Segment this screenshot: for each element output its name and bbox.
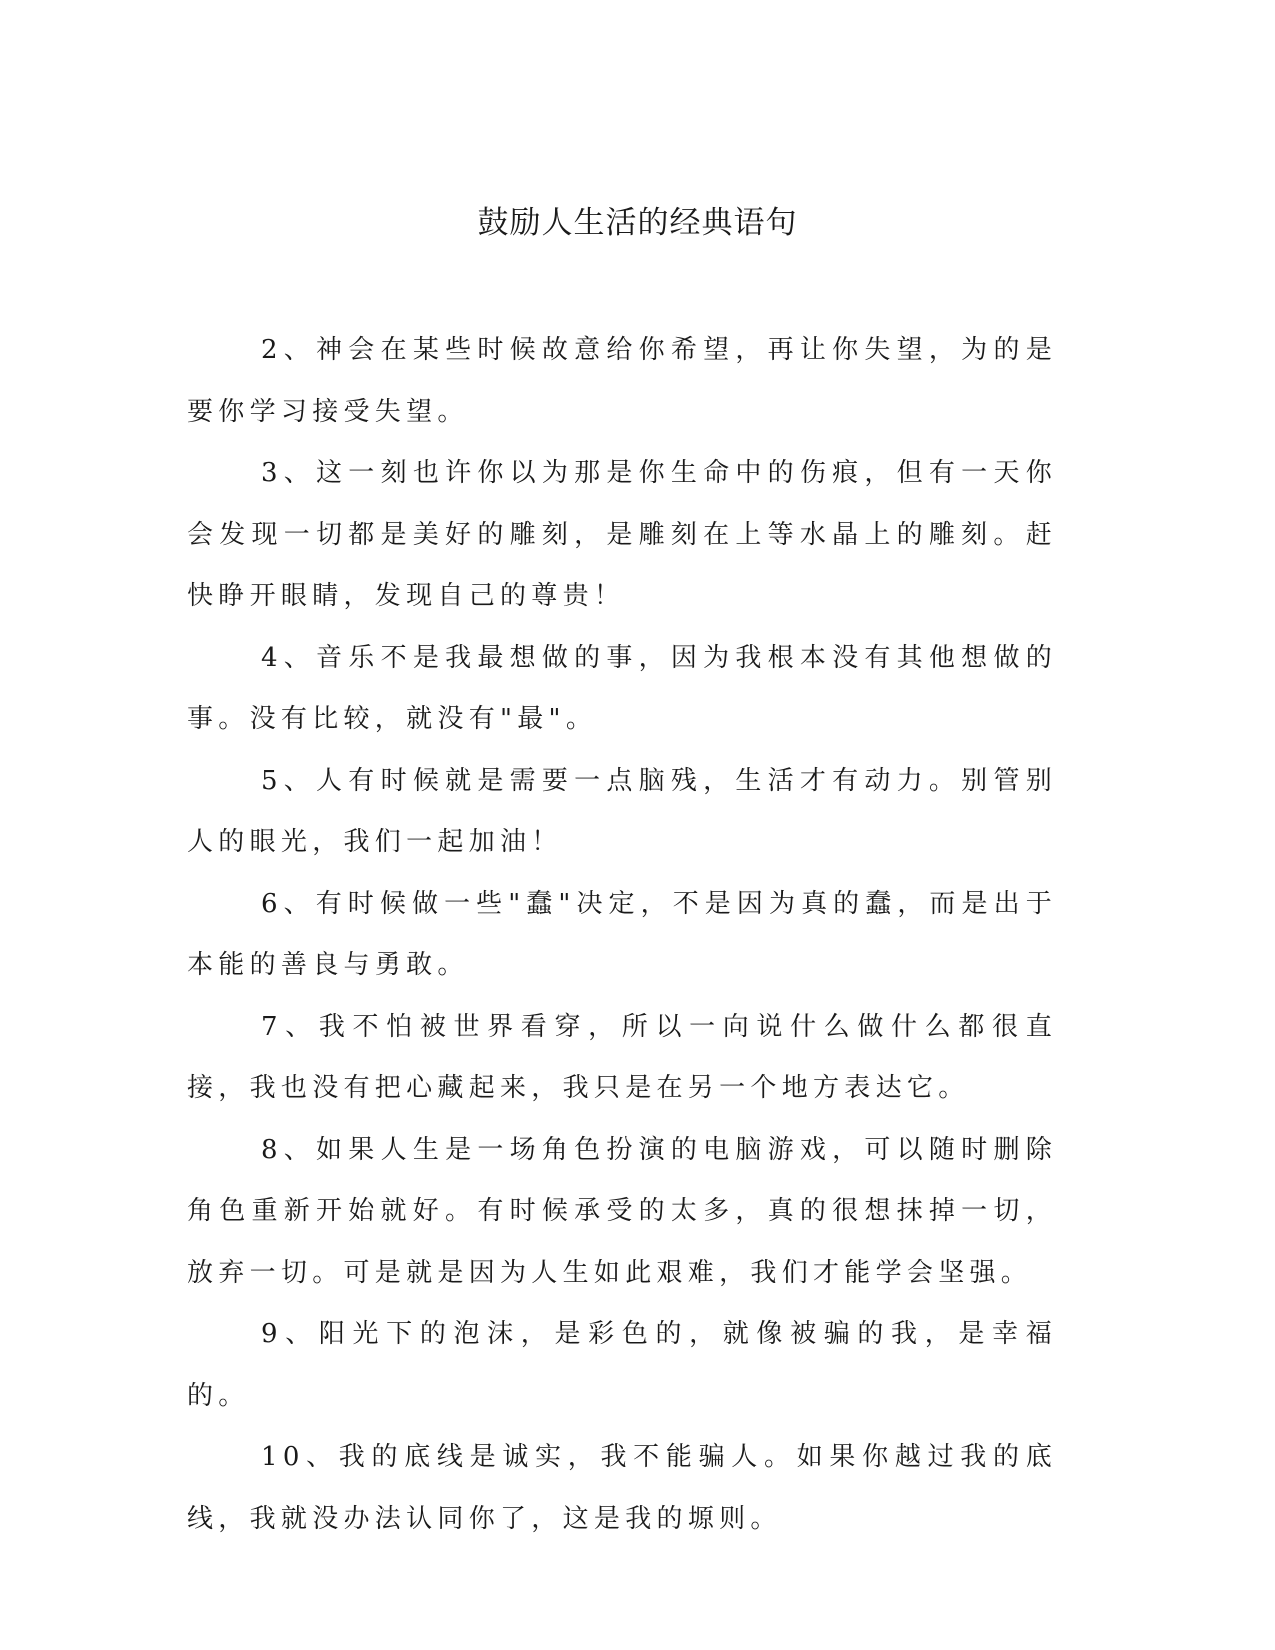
paragraph: 4、音乐不是我最想做的事，因为我根本没有其他想做的事。没有比较，就没有"最"。 bbox=[187, 642, 1057, 734]
document-title: 鼓励人生活的经典语句 bbox=[477, 205, 798, 241]
paragraph: 2、神会在某些时候故意给你希望，再让你失望，为的是要你学习接受失望。 bbox=[187, 335, 1057, 427]
paragraph: 6、有时候做一些"蠢"决定，不是因为真的蠢，而是出于本能的善良与勇敢。 bbox=[187, 888, 1057, 980]
paragraph: 5、人有时候就是需要一点脑残，生活才有动力。别管别人的眼光，我们一起加油！ bbox=[187, 765, 1057, 857]
paragraph: 9、阳光下的泡沫，是彩色的，就像被骗的我，是幸福的。 bbox=[187, 1319, 1057, 1411]
paragraph: 8、如果人生是一场角色扮演的电脑游戏，可以随时删除角色重新开始就好。有时候承受的太多，真的很想抹掉一切，放弃一切。可是就是因为人生如此艰难，我们才能学会坚强。 bbox=[187, 1134, 1057, 1288]
paragraph: 3、这一刻也许你以为那是你生命中的伤痕，但有一天你会发现一切都是美好的雕刻，是雕刻在上等水晶上的雕刻。赶快睁开眼睛，发现自己的尊贵！ bbox=[187, 458, 1057, 611]
paragraph: 7、我不怕被世界看穿，所以一向说什么做什么都很直接，我也没有把心藏起来，我只是在另一个地方表达它。 bbox=[187, 1011, 1057, 1103]
document-body bbox=[187, 320, 1057, 1550]
paragraph: 10、我的底线是诚实，我不能骗人。如果你越过我的底线，我就没办法认同你了，这是我的塬则。 bbox=[187, 1442, 1057, 1534]
